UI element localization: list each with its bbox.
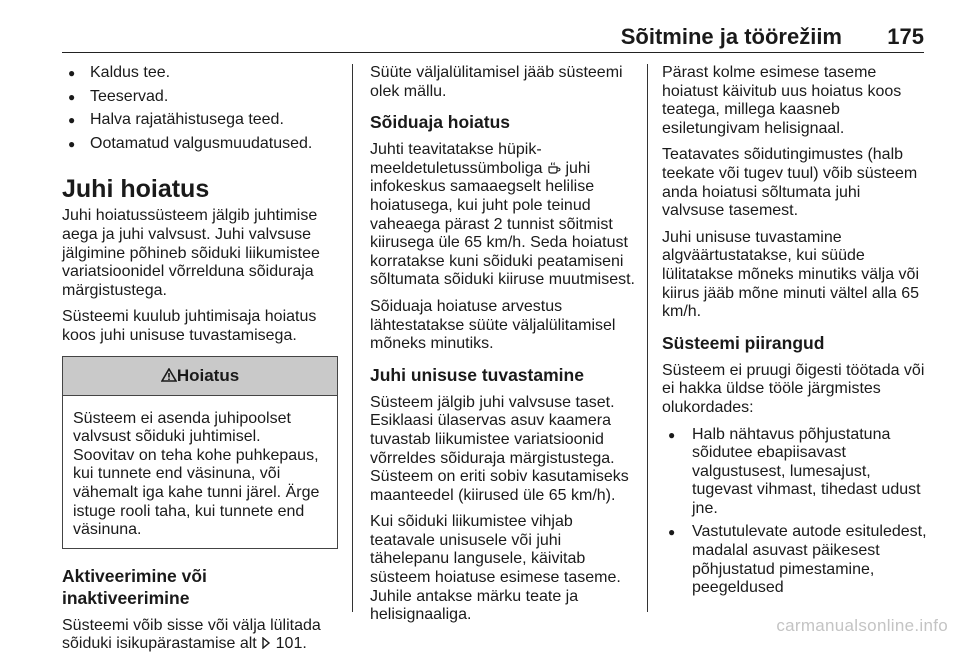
conditions-list — [62, 64, 338, 153]
paragraph-text: Süsteemi võib sisse või välja lülitada sõiduki isikupärastamise alt — [62, 616, 321, 653]
paragraph: Kui sõiduki liikumistee vihjab teatavale unisusele või juhi tähelepanu langusele, käivitab süsteem hoiatuse esimese taseme. Juhile antakse märku teate ja helisignaaliga. — [370, 513, 621, 624]
paragraph-text: Juhti teavitatakse hüpik-meeldetuletussümboliga — [370, 141, 543, 177]
paragraph — [370, 141, 636, 290]
warning-header — [63, 357, 337, 396]
page-reference-icon — [261, 637, 271, 649]
paragraph: Pärast kolme esimese taseme hoiatust käivitub uus hoiatus koos teatega, millega kaasneb esiletungivam helisignaal. — [662, 64, 902, 137]
warning-title: Hoiatus — [176, 365, 240, 385]
column-right — [662, 64, 927, 603]
list-item: ● Vastutulevate autode esituledest, madalal asuvast päikesest põhjustatud pimestamine, peegeldused — [662, 523, 927, 597]
warning-triangle-icon — [161, 368, 177, 382]
column-left — [62, 64, 338, 662]
list-item: ● Ootamatud valgusmuudatused. — [62, 135, 338, 154]
paragraph: Süsteem jälgib juhi valvsuse taset. Esiklaasi ülaservas asuv kaamera tuvastab liikumistee variatsioonid võrreldes sõiduraja märgistustega. Süsteem on eriti sobiv kasutamiseks maanteedel (kiirused üle 65 km/h). — [370, 393, 629, 504]
warning-text: Soovitav on teha kohe puhkepaus, kui tunnete end väsinuna, või vähemalt iga kahe tunni järel. Ärge istuge rooli taha, kui tunnete end väsinuna. — [73, 446, 320, 539]
coffee-cup-icon — [547, 161, 561, 175]
heading-system-limitations: Süsteemi piirangud — [662, 332, 825, 353]
paragraph: Juhi unisuse tuvastamine algväärtustatakse, kui süüde lülitatakse mõneks minutiks välja või kiirus jääb mõne minuti vältel alla 65 km/h. — [662, 228, 920, 321]
warning-box — [62, 356, 338, 549]
heading-driving-time-warning: Sõiduaja hoiatus — [370, 112, 511, 133]
list-item: ● Teeservad. — [62, 88, 338, 107]
paragraph: Teatavates sõidutingimustes (halb teekate või tugev tuul) võib süsteem anda hoiatusi sõltumata juhi valvsuse tasemest. — [662, 146, 918, 220]
limitations-list — [662, 426, 927, 598]
paragraph: Juhi hoiatussüsteem jälgib juhtimise aega ja juhi valvsust. Juhi valvsuse jälgimine põhineb sõiduki liikumistee variatsioonidel võrrelduna sõiduraja märgistustega. — [62, 207, 320, 299]
page-number: 175 — [887, 24, 924, 49]
watermark: carmanualsonline.info — [776, 616, 948, 635]
warning-text: Süsteem ei asenda juhipoolset valvsust sõiduki juhtimisel. — [73, 409, 291, 446]
paragraph: Sõiduaja hoiatuse arvestus lähtestatakse süüte väljalülitamisel mõneks minutiks. — [370, 297, 616, 353]
paragraph — [62, 617, 338, 654]
heading-drowsiness-detection: Juhi unisuse tuvastamine — [370, 364, 584, 385]
warning-body — [63, 396, 337, 548]
paragraph-text: juhi infokeskus samaaegselt helilise hoiatusega, kui juht pole teinud vaheaega pärast 2 tunnist sõitmist kiirusega üle 65 km/h. Seda hoiatust korratakse kuni sõiduki peatamiseni sõltumata sõiduki kiiruse muutmisest. — [370, 159, 635, 289]
heading-driver-warning: Juhi hoiatus — [62, 175, 210, 204]
paragraph: Süsteem ei pruugi õigesti töötada või ei hakka üldse tööle järgmistes olukordades: — [662, 361, 925, 416]
column-middle — [370, 64, 636, 633]
page-reference-link[interactable]: 101. — [275, 635, 307, 653]
heading-activation: Aktiveerimine või inaktiveerimine — [62, 565, 207, 608]
list-item: ● Kaldus tee. — [62, 64, 338, 83]
header-rule — [62, 52, 924, 53]
list-item: ● Halva rajatähistusega teed. — [62, 111, 338, 130]
page-header — [0, 0, 960, 56]
paragraph: Süüte väljalülitamisel jääb süsteemi olek mällu. — [370, 64, 623, 100]
paragraph: Süsteemi kuulub juhtimisaja hoiatus koos juhi unisuse tuvastamisega. — [62, 308, 317, 344]
column-divider — [647, 64, 648, 612]
section-title: Sõitmine ja töörežiim — [620, 24, 842, 49]
list-item: ● Halb nähtavus põhjustatuna sõidutee ebapiisavast valgustusest, lumesajust, tugevast vihmast, tihedast udust jne. — [662, 426, 927, 519]
column-divider — [352, 64, 353, 612]
